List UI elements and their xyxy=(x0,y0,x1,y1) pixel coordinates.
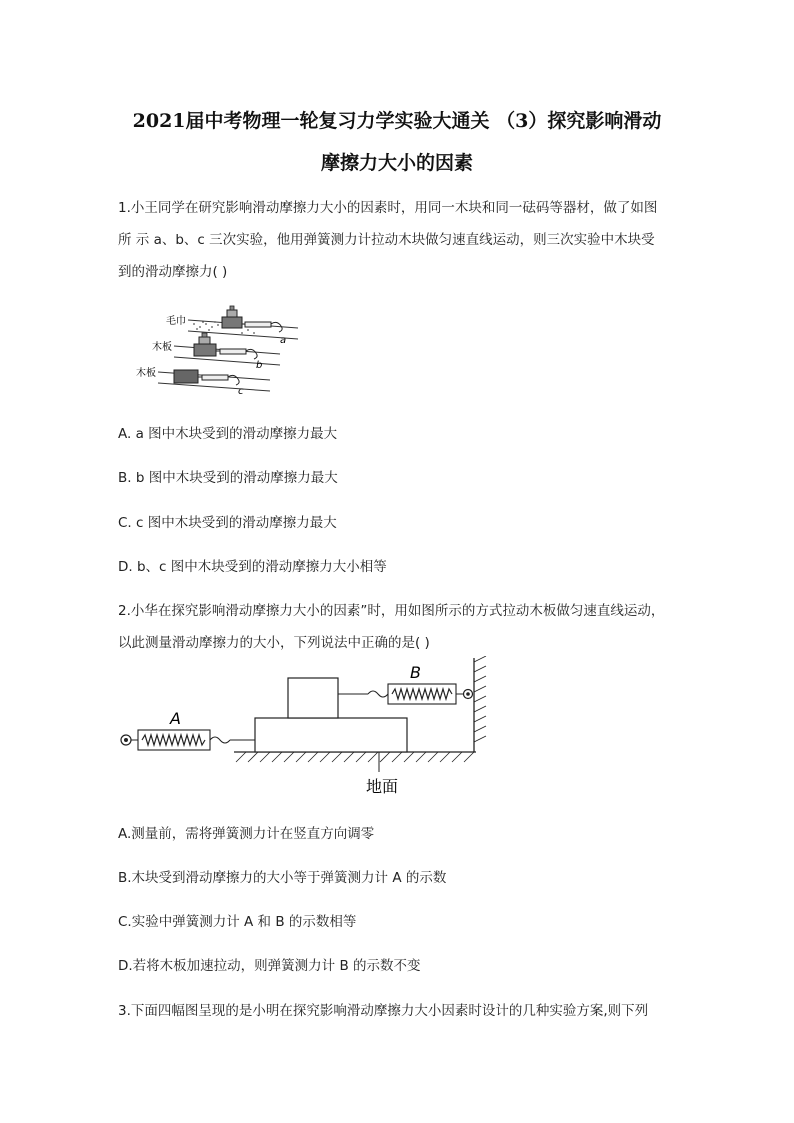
q1-row-c xyxy=(158,370,270,391)
q1-option-b: B. b 图中木块受到的滑动摩擦力最大 xyxy=(118,470,338,486)
q2-option-a: A.测量前，需将弹簧测力计在竖直方向调零 xyxy=(118,826,375,842)
q2-option-b: B.木块受到滑动摩擦力的大小等于弹簧测力计 A 的示数 xyxy=(118,870,447,886)
q2-stem-line-2: 以此测量滑动摩擦力的大小，下列说法中正确的是( ) xyxy=(118,635,430,651)
q2-stem-line-1: 2.小华在探究影响滑动摩擦力大小的因素”时，用如图所示的方式拉动木板做匀速直线运动， xyxy=(118,603,665,619)
q1-tag-c: c xyxy=(238,386,244,395)
q1-stem-line-1: 1.小王同学在研究影响滑动摩擦力大小的因素时，用同一木块和同一砝码等器材，做了如图 xyxy=(118,200,658,216)
q1-label-board-b: 木板 xyxy=(152,342,172,353)
q1-label-board-c: 木板 xyxy=(136,368,156,379)
q2-ground xyxy=(234,752,476,762)
q1-stem-line-3: 到的滑动摩擦力( ) xyxy=(118,264,228,280)
q2-experiment-figure xyxy=(114,656,494,800)
q1-option-c: C. c 图中木块受到的滑动摩擦力最大 xyxy=(118,515,337,531)
q2-option-c: C.实验中弹簧测力计 A 和 B 的示数相等 xyxy=(118,914,357,930)
q2-label-b: B xyxy=(410,663,421,682)
q3-stem-line-1: 3.下面四幅图呈现的是小明在探究影响滑动摩擦力大小因素时设计的几种实验方案,则下列 xyxy=(118,1003,649,1019)
q2-label-ground: 地面 xyxy=(366,777,399,796)
q1-option-a: A. a 图中木块受到的滑动摩擦力最大 xyxy=(118,426,338,442)
q2-spring-scale-b xyxy=(338,684,473,704)
q2-board xyxy=(255,718,407,752)
q2-option-d: D.若将木板加速拉动，则弹簧测力计 B 的示数不变 xyxy=(118,958,421,974)
q1-tag-a: a xyxy=(280,335,287,346)
q2-label-a: A xyxy=(170,709,181,728)
q2-spring-scale-a xyxy=(121,730,255,750)
q1-label-towel: 毛巾 xyxy=(166,316,186,327)
q1-row-b xyxy=(174,333,280,365)
q1-option-d: D. b、c 图中木块受到的滑动摩擦力大小相等 xyxy=(118,559,387,575)
q1-experiment-figure xyxy=(130,300,300,395)
document-title-line-2: 摩擦力大小的因素 xyxy=(320,152,473,174)
q1-tag-b: b xyxy=(256,360,263,371)
q2-block xyxy=(288,678,338,718)
q2-wall xyxy=(474,656,486,752)
document-title-line-1: 2021届中考物理一轮复习力学实验大通关 （3）探究影响滑动 xyxy=(132,110,662,132)
q1-stem-line-2: 所 示 a、b、c 三次实验，他用弹簧测力计拉动木块做匀速直线运动，则三次实验中木块受 xyxy=(118,232,655,248)
